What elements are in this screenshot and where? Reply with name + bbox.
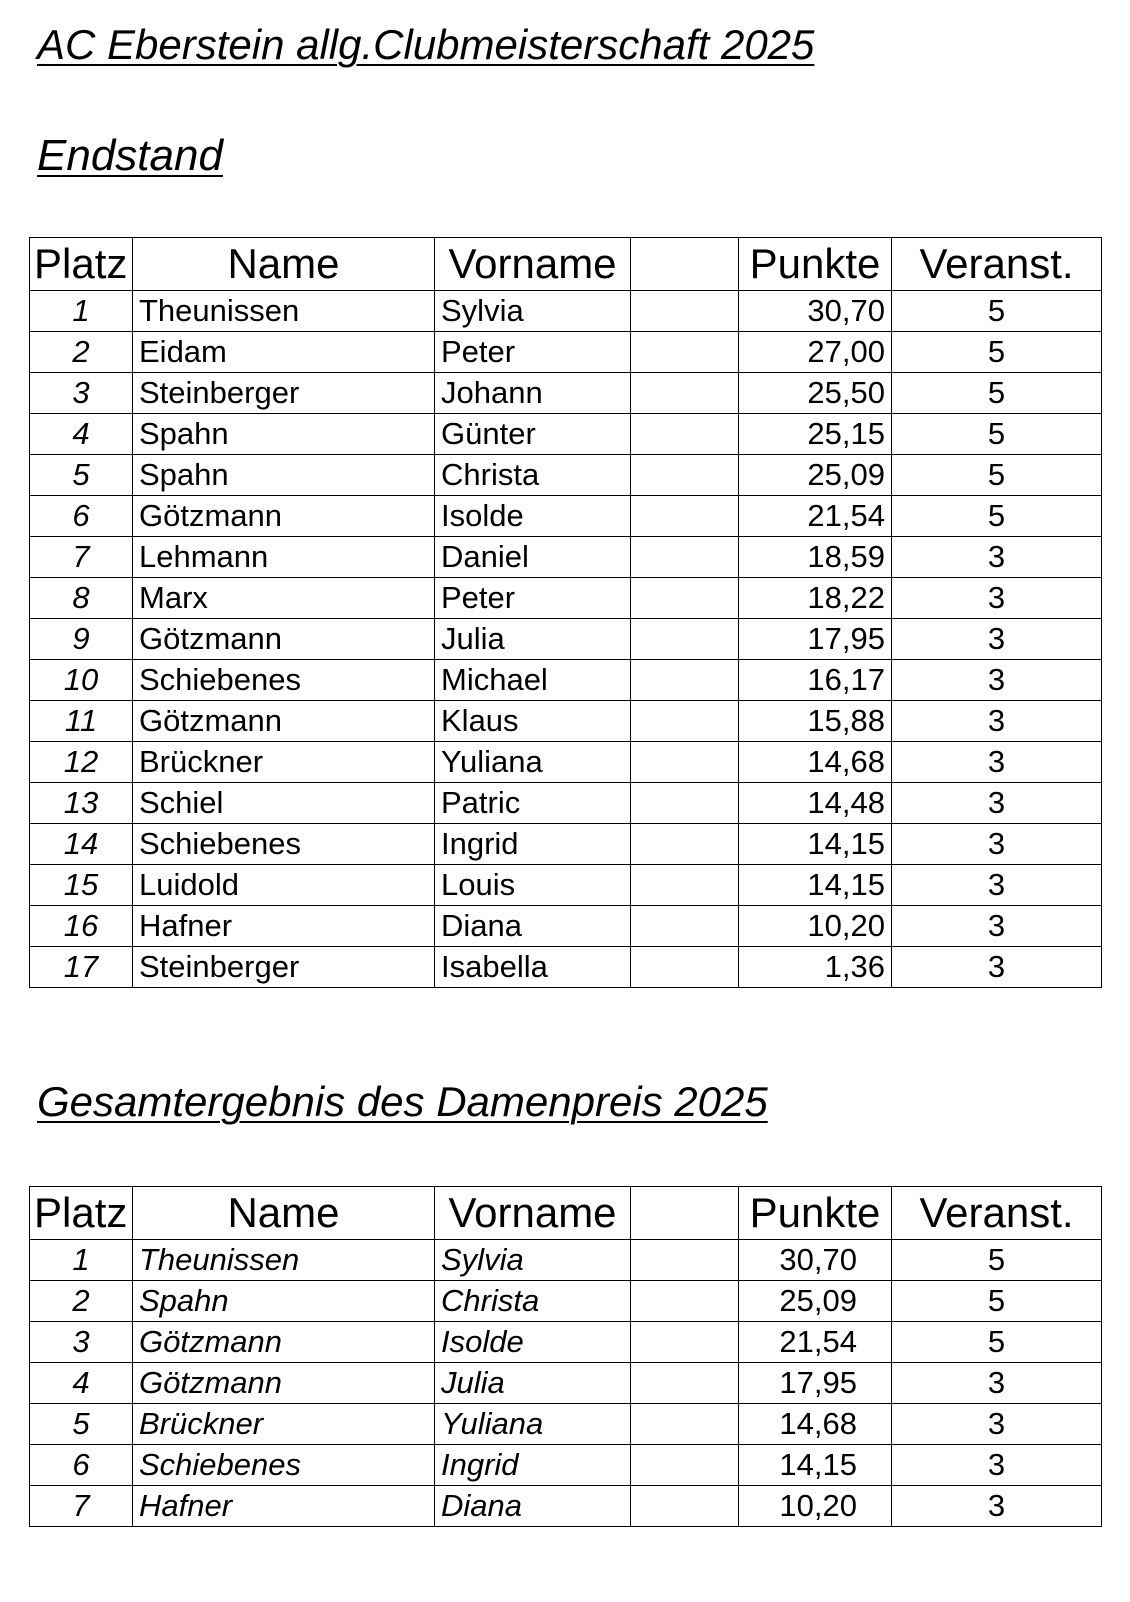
vorname-cell: Ingrid xyxy=(435,824,631,865)
platz-cell: 4 xyxy=(30,414,133,455)
column-header-veranst: Veranst. xyxy=(892,238,1102,291)
empty-cell xyxy=(631,291,739,332)
punkte-cell: 25,50 xyxy=(739,373,892,414)
platz-cell: 11 xyxy=(30,701,133,742)
vorname-cell: Julia xyxy=(435,1363,631,1404)
damenpreis-table xyxy=(29,1186,1102,1527)
name-cell: Götzmann xyxy=(133,1322,435,1363)
table-row xyxy=(30,455,1102,496)
platz-cell: 6 xyxy=(30,1445,133,1486)
vorname-cell: Patric xyxy=(435,783,631,824)
vorname-cell: Günter xyxy=(435,414,631,455)
veranst-cell: 5 xyxy=(892,414,1102,455)
name-cell: Götzmann xyxy=(133,619,435,660)
platz-cell: 4 xyxy=(30,1363,133,1404)
table-row xyxy=(30,332,1102,373)
table-row xyxy=(30,783,1102,824)
empty-cell xyxy=(631,865,739,906)
empty-cell xyxy=(631,947,739,988)
empty-cell xyxy=(631,824,739,865)
table-row xyxy=(30,1322,1102,1363)
name-cell: Spahn xyxy=(133,414,435,455)
endstand-heading: Endstand xyxy=(37,131,223,180)
punkte-cell: 14,68 xyxy=(739,742,892,783)
table-row xyxy=(30,373,1102,414)
empty-cell xyxy=(631,1363,739,1404)
punkte-cell: 14,15 xyxy=(739,824,892,865)
empty-cell xyxy=(631,660,739,701)
table-row xyxy=(30,660,1102,701)
table-row xyxy=(30,414,1102,455)
empty-cell xyxy=(631,578,739,619)
column-header-vorname: Vorname xyxy=(435,1187,631,1240)
name-cell: Marx xyxy=(133,578,435,619)
table-row xyxy=(30,1445,1102,1486)
punkte-cell: 25,09 xyxy=(739,455,892,496)
veranst-cell: 5 xyxy=(892,291,1102,332)
veranst-cell: 5 xyxy=(892,373,1102,414)
platz-cell: 9 xyxy=(30,619,133,660)
vorname-cell: Peter xyxy=(435,332,631,373)
veranst-cell: 3 xyxy=(892,824,1102,865)
platz-cell: 7 xyxy=(30,1486,133,1527)
punkte-cell: 30,70 xyxy=(739,1240,892,1281)
column-header-vorname: Vorname xyxy=(435,238,631,291)
empty-cell xyxy=(631,1322,739,1363)
table-row xyxy=(30,496,1102,537)
vorname-cell: Julia xyxy=(435,619,631,660)
empty-cell xyxy=(631,1281,739,1322)
vorname-cell: Christa xyxy=(435,1281,631,1322)
vorname-cell: Diana xyxy=(435,1486,631,1527)
punkte-cell: 17,95 xyxy=(739,619,892,660)
veranst-cell: 3 xyxy=(892,701,1102,742)
veranst-cell: 3 xyxy=(892,1486,1102,1527)
vorname-cell: Christa xyxy=(435,455,631,496)
punkte-cell: 14,15 xyxy=(739,1445,892,1486)
endstand-table xyxy=(29,237,1102,988)
vorname-cell: Daniel xyxy=(435,537,631,578)
empty-cell xyxy=(631,783,739,824)
platz-cell: 2 xyxy=(30,1281,133,1322)
name-cell: Steinberger xyxy=(133,947,435,988)
platz-cell: 12 xyxy=(30,742,133,783)
veranst-cell: 3 xyxy=(892,1404,1102,1445)
vorname-cell: Ingrid xyxy=(435,1445,631,1486)
platz-cell: 13 xyxy=(30,783,133,824)
table-row xyxy=(30,1240,1102,1281)
punkte-cell: 16,17 xyxy=(739,660,892,701)
column-header-punkte: Punkte xyxy=(739,1187,892,1240)
table-header-row xyxy=(30,1187,1102,1240)
name-cell: Brückner xyxy=(133,1404,435,1445)
vorname-cell: Peter xyxy=(435,578,631,619)
platz-cell: 2 xyxy=(30,332,133,373)
empty-cell xyxy=(631,742,739,783)
veranst-cell: 3 xyxy=(892,865,1102,906)
empty-cell xyxy=(631,537,739,578)
punkte-cell: 14,68 xyxy=(739,1404,892,1445)
punkte-cell: 27,00 xyxy=(739,332,892,373)
name-cell: Lehmann xyxy=(133,537,435,578)
name-cell: Schiebenes xyxy=(133,1445,435,1486)
empty-cell xyxy=(631,906,739,947)
punkte-cell: 14,48 xyxy=(739,783,892,824)
column-header-empty xyxy=(631,238,739,291)
punkte-cell: 25,15 xyxy=(739,414,892,455)
column-header-name: Name xyxy=(133,238,435,291)
platz-cell: 14 xyxy=(30,824,133,865)
platz-cell: 3 xyxy=(30,373,133,414)
punkte-cell: 15,88 xyxy=(739,701,892,742)
name-cell: Hafner xyxy=(133,906,435,947)
veranst-cell: 3 xyxy=(892,906,1102,947)
name-cell: Brückner xyxy=(133,742,435,783)
platz-cell: 6 xyxy=(30,496,133,537)
column-header-veranst: Veranst. xyxy=(892,1187,1102,1240)
table-row xyxy=(30,1404,1102,1445)
veranst-cell: 3 xyxy=(892,660,1102,701)
empty-cell xyxy=(631,496,739,537)
vorname-cell: Isabella xyxy=(435,947,631,988)
platz-cell: 5 xyxy=(30,455,133,496)
table-header-row xyxy=(30,238,1102,291)
empty-cell xyxy=(631,373,739,414)
column-header-platz: Platz xyxy=(30,1187,133,1240)
platz-cell: 1 xyxy=(30,291,133,332)
vorname-cell: Louis xyxy=(435,865,631,906)
punkte-cell: 18,22 xyxy=(739,578,892,619)
empty-cell xyxy=(631,1486,739,1527)
platz-cell: 7 xyxy=(30,537,133,578)
empty-cell xyxy=(631,619,739,660)
veranst-cell: 5 xyxy=(892,455,1102,496)
punkte-cell: 21,54 xyxy=(739,496,892,537)
column-header-punkte: Punkte xyxy=(739,238,892,291)
vorname-cell: Johann xyxy=(435,373,631,414)
platz-cell: 16 xyxy=(30,906,133,947)
name-cell: Luidold xyxy=(133,865,435,906)
name-cell: Theunissen xyxy=(133,1240,435,1281)
table-row xyxy=(30,906,1102,947)
name-cell: Götzmann xyxy=(133,701,435,742)
table-row xyxy=(30,865,1102,906)
column-header-empty xyxy=(631,1187,739,1240)
name-cell: Theunissen xyxy=(133,291,435,332)
table-row xyxy=(30,824,1102,865)
table-row xyxy=(30,742,1102,783)
empty-cell xyxy=(631,455,739,496)
vorname-cell: Klaus xyxy=(435,701,631,742)
punkte-cell: 30,70 xyxy=(739,291,892,332)
punkte-cell: 1,36 xyxy=(739,947,892,988)
name-cell: Spahn xyxy=(133,455,435,496)
table-row xyxy=(30,578,1102,619)
punkte-cell: 25,09 xyxy=(739,1281,892,1322)
empty-cell xyxy=(631,414,739,455)
table-row xyxy=(30,1281,1102,1322)
punkte-cell: 21,54 xyxy=(739,1322,892,1363)
veranst-cell: 3 xyxy=(892,578,1102,619)
veranst-cell: 3 xyxy=(892,619,1102,660)
veranst-cell: 5 xyxy=(892,1240,1102,1281)
platz-cell: 10 xyxy=(30,660,133,701)
damenpreis-heading: Gesamtergebnis des Damenpreis 2025 xyxy=(37,1078,768,1125)
name-cell: Schiebenes xyxy=(133,824,435,865)
vorname-cell: Michael xyxy=(435,660,631,701)
veranst-cell: 3 xyxy=(892,783,1102,824)
vorname-cell: Sylvia xyxy=(435,1240,631,1281)
platz-cell: 3 xyxy=(30,1322,133,1363)
veranst-cell: 5 xyxy=(892,1322,1102,1363)
empty-cell xyxy=(631,332,739,373)
table-row xyxy=(30,947,1102,988)
vorname-cell: Diana xyxy=(435,906,631,947)
table-row xyxy=(30,537,1102,578)
veranst-cell: 3 xyxy=(892,742,1102,783)
punkte-cell: 17,95 xyxy=(739,1363,892,1404)
platz-cell: 8 xyxy=(30,578,133,619)
vorname-cell: Isolde xyxy=(435,1322,631,1363)
name-cell: Schiebenes xyxy=(133,660,435,701)
name-cell: Hafner xyxy=(133,1486,435,1527)
platz-cell: 15 xyxy=(30,865,133,906)
column-header-platz: Platz xyxy=(30,238,133,291)
name-cell: Götzmann xyxy=(133,1363,435,1404)
table-row xyxy=(30,1486,1102,1527)
empty-cell xyxy=(631,701,739,742)
name-cell: Spahn xyxy=(133,1281,435,1322)
punkte-cell: 10,20 xyxy=(739,906,892,947)
veranst-cell: 3 xyxy=(892,537,1102,578)
empty-cell xyxy=(631,1240,739,1281)
platz-cell: 17 xyxy=(30,947,133,988)
veranst-cell: 3 xyxy=(892,1363,1102,1404)
name-cell: Götzmann xyxy=(133,496,435,537)
name-cell: Eidam xyxy=(133,332,435,373)
veranst-cell: 5 xyxy=(892,1281,1102,1322)
platz-cell: 5 xyxy=(30,1404,133,1445)
vorname-cell: Sylvia xyxy=(435,291,631,332)
name-cell: Schiel xyxy=(133,783,435,824)
vorname-cell: Isolde xyxy=(435,496,631,537)
veranst-cell: 5 xyxy=(892,332,1102,373)
punkte-cell: 18,59 xyxy=(739,537,892,578)
vorname-cell: Yuliana xyxy=(435,1404,631,1445)
empty-cell xyxy=(631,1404,739,1445)
vorname-cell: Yuliana xyxy=(435,742,631,783)
veranst-cell: 5 xyxy=(892,496,1102,537)
veranst-cell: 3 xyxy=(892,947,1102,988)
empty-cell xyxy=(631,1445,739,1486)
veranst-cell: 3 xyxy=(892,1445,1102,1486)
table-row xyxy=(30,1363,1102,1404)
table-row xyxy=(30,701,1102,742)
table-row xyxy=(30,619,1102,660)
punkte-cell: 14,15 xyxy=(739,865,892,906)
table-row xyxy=(30,291,1102,332)
platz-cell: 1 xyxy=(30,1240,133,1281)
punkte-cell: 10,20 xyxy=(739,1486,892,1527)
column-header-name: Name xyxy=(133,1187,435,1240)
page-title: AC Eberstein allg.Clubmeisterschaft 2025 xyxy=(37,21,815,68)
name-cell: Steinberger xyxy=(133,373,435,414)
